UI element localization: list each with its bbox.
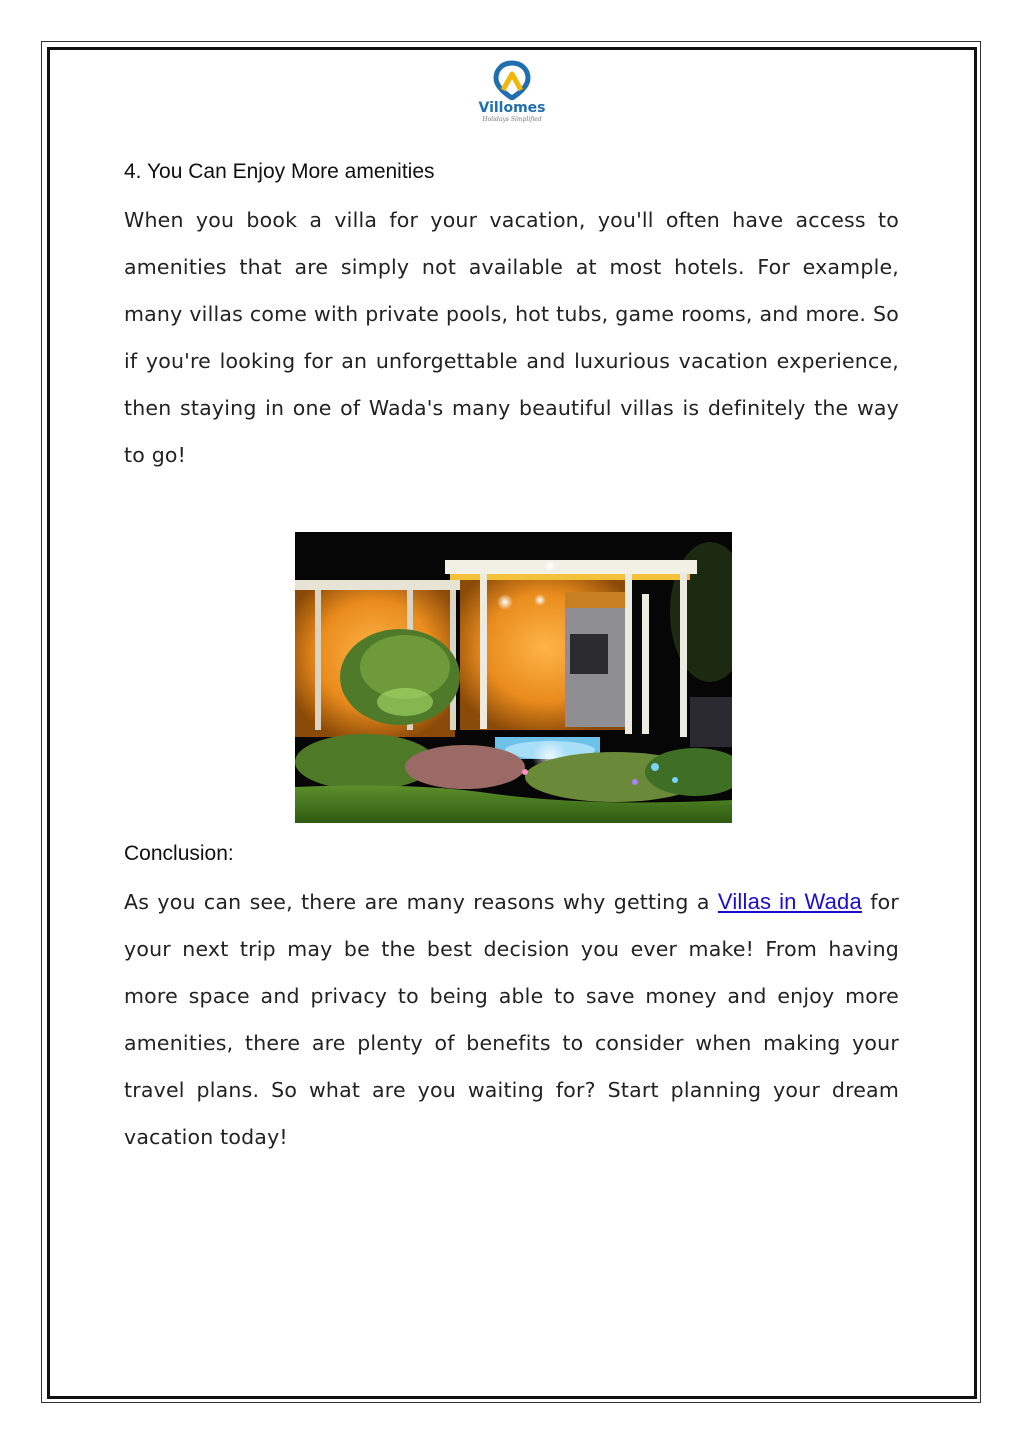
villas-in-wada-link[interactable]: Villas in Wada (717, 889, 862, 914)
section-body: When you book a villa for your vacation, you'll often have access to amenities that are simply not available at most hotels. For example, many villas come with private pools, hot tubs, game rooms, and more. So if you're looking for an unforgettable and luxurious vacation experience, then staying in one of Wada's many beautiful villas is definitely the way to go! (124, 208, 899, 467)
conclusion-body (124, 878, 899, 1161)
villa-night-photo (295, 532, 732, 823)
logo-wordmark: Villomes (478, 100, 546, 116)
conclusion-text-after-link: for your next trip may be the best decision you ever make! From having more space and privacy to being able to save money and enjoy more amenities, there are plenty of benefits to consider when making your travel plans. So what are you waiting for? Start planning your dream vacation today! (124, 890, 899, 1149)
section-heading: 4. You Can Enjoy More amenities (124, 160, 435, 183)
location-pin-icon (492, 60, 532, 100)
conclusion-text-before-link: As you can see, there are many reasons why getting a (124, 890, 718, 914)
villomes-logo (470, 60, 554, 138)
conclusion-heading: Conclusion: (124, 842, 234, 865)
logo-tagline: Holidays Simplified (482, 116, 542, 123)
